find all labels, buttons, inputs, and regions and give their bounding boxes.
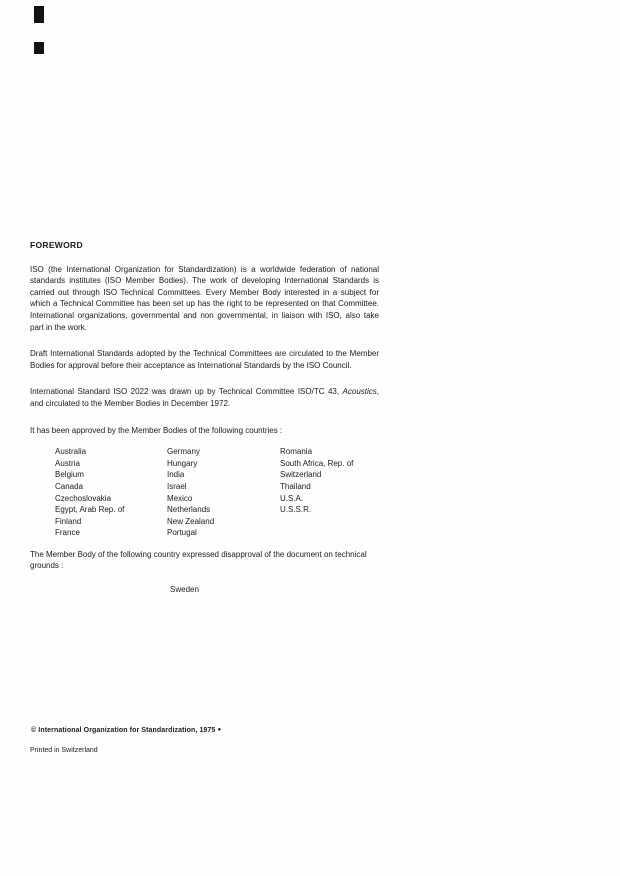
country-item: Germany — [167, 447, 200, 457]
country-item: Switzerland — [280, 470, 322, 480]
country-item: Romania — [280, 447, 313, 457]
country-item: Finland — [55, 516, 82, 526]
country-item: France — [55, 528, 80, 538]
country-item: Egypt, Arab Rep. of — [55, 505, 125, 515]
foreword-section — [30, 240, 379, 596]
approval-intro: It has been approved by the Member Bodies of the following countries : — [30, 425, 283, 435]
disapproval-country: Sweden — [170, 585, 199, 595]
country-item: Belgium — [55, 470, 84, 480]
country-item: U.S.S.R. — [280, 505, 312, 515]
country-item: Czechoslovakia — [55, 493, 112, 503]
country-item: Portugal — [167, 528, 197, 538]
printed-note: Printed in Switzerland — [30, 747, 98, 754]
country-item: Canada — [55, 481, 84, 491]
committee-title-italic: Acoustics — [342, 387, 377, 397]
country-item: India — [167, 470, 185, 480]
countries-column-2 — [167, 446, 280, 539]
country-item: Austria — [55, 458, 80, 468]
copyright-text: © International Organization for Standardization, 1975 — [31, 727, 216, 734]
countries-list — [30, 446, 379, 539]
countries-column-3 — [280, 446, 379, 539]
paragraph-standard-origin — [30, 386, 379, 409]
country-item: South Africa, Rep. of — [280, 458, 354, 468]
registration-mark-icon — [34, 42, 44, 54]
country-item: Mexico — [167, 493, 193, 503]
foreword-heading: FOREWORD — [30, 240, 83, 250]
country-item: Australia — [55, 447, 87, 457]
disapproval-note: The Member Body of the following country expressed disapproval of the document on technical grounds : — [30, 549, 367, 571]
countries-column-1 — [55, 446, 167, 539]
paragraph-iso-intro: ISO (the International Organization for Standardization) is a worldwide federation of national standards institutes (ISO Member Bodies). The work of developing International Standards is carried out through ISO Technical Committees. Every Member Body interested in a subject for which a Technical Committee has been set up has the right to be represented on that Committee. International organizations, governmental and non governmental, in liaison with ISO, also take part in the work. — [30, 264, 379, 332]
bullet-icon: ● — [217, 727, 222, 733]
country-item: U.S.A. — [280, 493, 304, 503]
paragraph-draft-standards: Draft International Standards adopted by the Technical Committees are circulated to the Member Bodies for approval before their acceptance as International Standards by the ISO Council. — [30, 349, 379, 370]
country-item: Hungary — [167, 458, 198, 468]
country-item: Israel — [167, 481, 187, 491]
registration-mark-icon — [34, 6, 44, 23]
origin-text-after: , and circulated to the Member Bodies in December 1972. — [30, 387, 379, 408]
country-item: Thailand — [280, 481, 311, 491]
country-item: New Zealand — [167, 516, 215, 526]
origin-text-before: International Standard ISO 2022 was drawn up by Technical Committee ISO/TC 43, — [30, 387, 343, 397]
copyright-notice — [31, 727, 221, 734]
country-item: Netherlands — [167, 505, 211, 515]
